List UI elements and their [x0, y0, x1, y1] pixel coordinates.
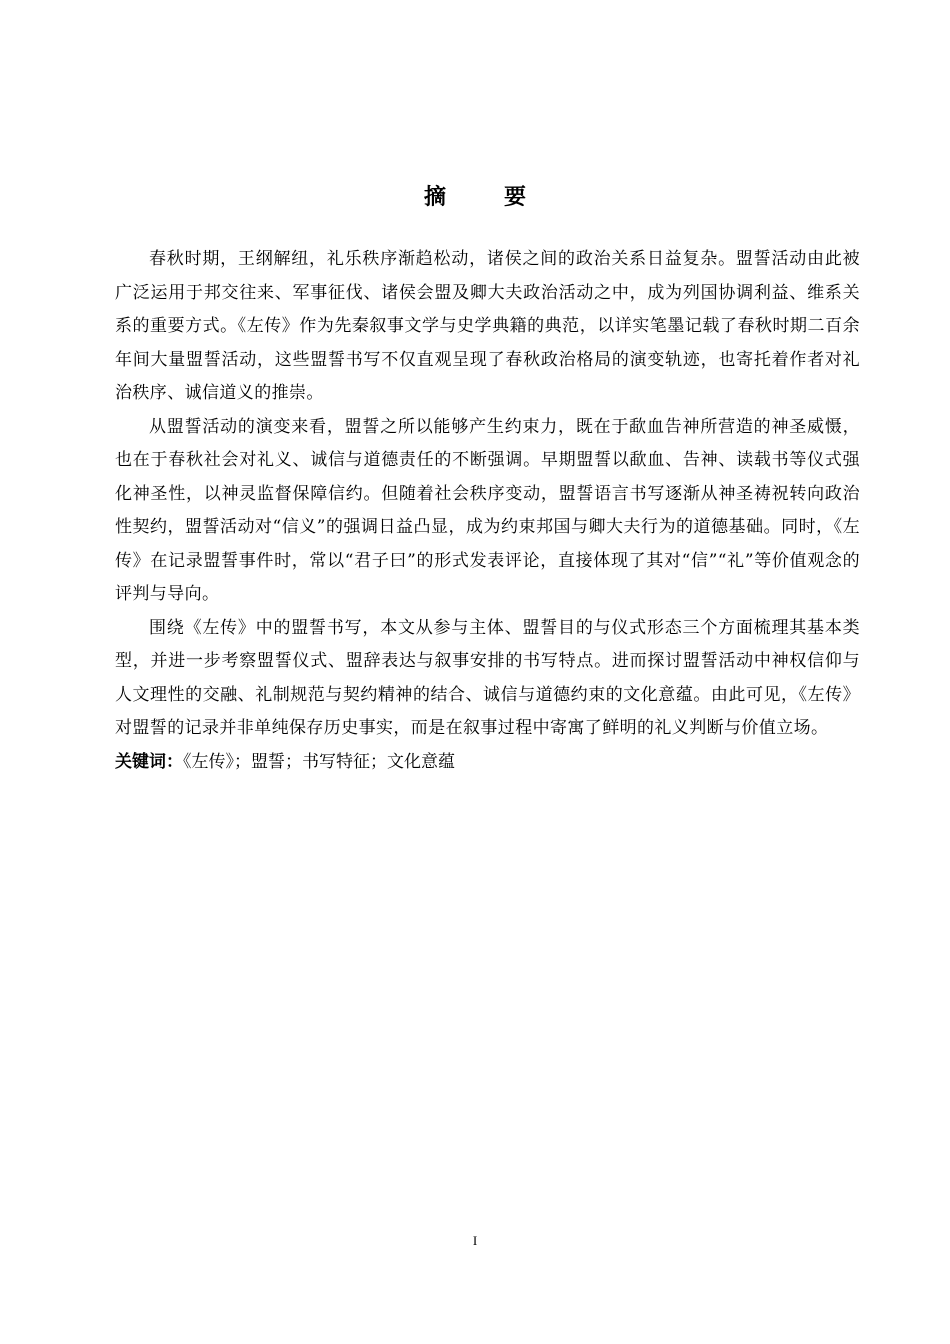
keywords-text: 《左传》；盟誓；书写特征；文化意蕴 — [183, 751, 455, 772]
abstract-title: 摘 要 — [423, 185, 544, 210]
keywords-line — [115, 746, 860, 780]
keywords-label: 关键词： — [115, 751, 183, 772]
abstract-paragraph-1: 春秋时期，王纲解纽，礼乐秩序渐趋松动，诸侯之间的政治关系日益复杂。盟誓活动由此被广泛运用于邦交往来、军事征伐、诸侯会盟及卿大夫政治活动之中，成为列国协调利益、维系关系的重要方式。《左传》作为先秦叙事文学与史学典籍的典范，以详实笔墨记载了春秋时期二百余年间大量盟誓活动，这些盟誓书写不仅直观呈现了春秋政治格局的演变轨迹，也寄托着作者对礼治秩序、诚信道义的推崇。 — [115, 249, 860, 403]
abstract-body — [115, 243, 860, 779]
page-number: I — [472, 1233, 478, 1248]
abstract-paragraph-2: 从盟誓活动的演变来看，盟誓之所以能够产生约束力，既在于歃血告神所营造的神圣威慑，也在于春秋社会对礼义、诚信与道德责任的不断强调。早期盟誓以歃血、告神、读载书等仪式强化神圣性，以神灵监督保障信约。但随着社会秩序变动，盟誓语言书写逐渐从神圣祷祝转向政治性契约，盟誓活动对“信义”的强调日益凸显，成为约束邦国与卿大夫行为的道德基础。同时，《左传》在记录盟誓事件时，常以“君子曰”的形式发表评论，直接体现了其对“信”“礼”等价值观念的评判与导向。 — [115, 416, 860, 604]
abstract-paragraph-3: 围绕《左传》中的盟誓书写，本文从参与主体、盟誓目的与仪式形态三个方面梳理其基本类型，并进一步考察盟誓仪式、盟辞表达与叙事安排的书写特点。进而探讨盟誓活动中神权信仰与人文理性的交融、礼制规范与契约精神的结合、诚信与道德约束的文化意蕴。由此可见，《左传》对盟誓的记录并非单纯保存历史事实，而是在叙事过程中寄寓了鲜明的礼义判断与价值立场。 — [115, 617, 860, 738]
